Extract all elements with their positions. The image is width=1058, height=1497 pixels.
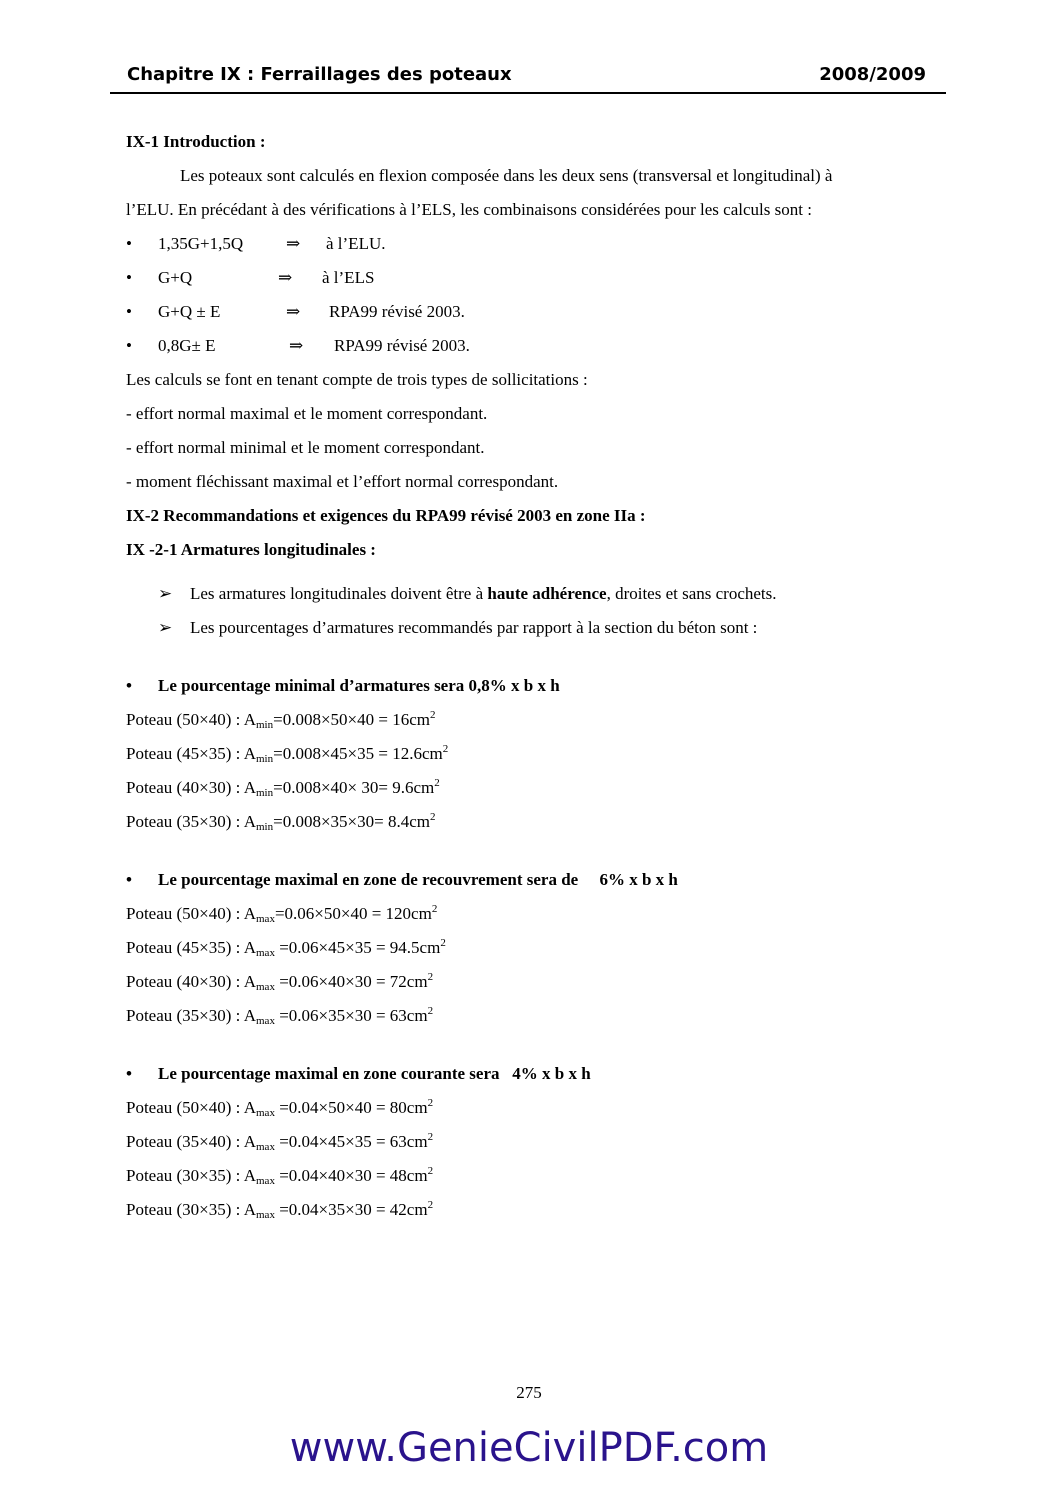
section-heading-recommendations: IX-2 Recommandations et exigences du RPA99 révisé 2003 en zone IIa : <box>126 506 646 525</box>
intro-paragraph-2: l’ELU. En précédant à des vérifications à l’ELS, les combinaisons considérées pour les calculs sont : <box>126 200 812 219</box>
combo-expression: G+Q ± E <box>158 302 221 321</box>
formula-row: Poteau (40×30) : $A_{min}=0.008\times 40\times 30= 9.6cm^2$ <box>126 777 440 799</box>
bullet-icon: • <box>126 268 132 287</box>
max-courante-title: • Le pourcentage maximal en zone courante sera 4% x b x h <box>126 1057 938 1091</box>
formula-row: Poteau (45×35) : $A_{min}=0.008\times 45\times 35 = 12.6cm^2$ <box>126 743 449 765</box>
sollicitation-item: - effort normal minimal et le moment correspondant. <box>126 438 485 457</box>
combo-result: RPA99 révisé 2003. <box>329 302 465 321</box>
min-percentage-title: • Le pourcentage minimal d’armatures sera 0,8% x b x h <box>126 669 938 703</box>
bullet-icon: • <box>126 336 132 355</box>
footer-website-link[interactable]: www.GenieCivilPDF.com <box>289 1425 769 1471</box>
bullet-icon: • <box>126 676 132 695</box>
combo-result: à l’ELU. <box>326 234 386 253</box>
formula-row: Poteau (50×40) : $A_{min}=0.008\times 50\times 40 = 16cm^2$ <box>126 709 436 731</box>
page-header <box>110 62 946 94</box>
recommendation-item <box>126 611 938 645</box>
page-number: 275 <box>516 1383 542 1402</box>
bullet-icon: • <box>126 234 132 253</box>
formula-row: Poteau (35×40) : $A_{max} =0.04\times 45\times 35 = 63cm^2$ <box>126 1131 434 1153</box>
formula-row: Poteau (35×30) : $A_{min}=0.008\times 35\times 30= 8.4cm^2$ <box>126 811 436 833</box>
combo-result: RPA99 révisé 2003. <box>334 336 470 355</box>
formula-row: Poteau (30×35) : $A_{max} =0.04\times 35\times 30 = 42cm^2$ <box>126 1199 434 1221</box>
implies-icon: ⇒ <box>278 268 293 287</box>
formula-row: Poteau (40×30) : $A_{max} =0.06\times 40\times 30 = 72cm^2$ <box>126 971 434 993</box>
chapter-title: Chapitre IX : Ferraillages des poteaux <box>127 64 512 85</box>
bullet-icon: • <box>126 302 132 321</box>
implies-icon: ⇒ <box>286 234 301 253</box>
combo-expression: 1,35G+1,5Q <box>158 234 244 253</box>
max-recouvrement-title: • Le pourcentage maximal en zone de recouvrement sera de 6% x b x h <box>126 863 938 897</box>
arrow-bullet-icon: ➢ <box>158 618 173 637</box>
combo-item <box>126 329 938 363</box>
arrow-bullet-icon: ➢ <box>158 584 173 603</box>
bullet-icon: • <box>126 1064 132 1083</box>
recommendation-text-post: , droites et sans crochets. <box>606 584 777 603</box>
implies-icon: ⇒ <box>289 336 304 355</box>
bullet-icon: • <box>126 870 132 889</box>
implies-icon: ⇒ <box>286 302 301 321</box>
combo-result: à l’ELS <box>322 268 375 287</box>
combo-item <box>126 227 938 261</box>
subsection-heading-armatures: IX -2-1 Armatures longitudinales : <box>126 540 376 559</box>
formula-row: Poteau (50×40) : $A_{max}=0.06\times 50\times 40 = 120cm^2$ <box>126 903 438 925</box>
recommendation-text-pre: Les armatures longitudinales doivent être à <box>190 584 488 603</box>
combo-item <box>126 295 938 329</box>
header-year: 2008/2009 <box>819 64 926 85</box>
formula-row: Poteau (35×30) : $A_{max} =0.06\times 35\times 30 = 63cm^2$ <box>126 1005 434 1027</box>
recommendation-item <box>126 577 938 611</box>
formula-row: Poteau (30×35) : $A_{max} =0.04\times 40\times 30 = 48cm^2$ <box>126 1165 434 1187</box>
formula-row: Poteau (45×35) : $A_{max} =0.06\times 45\times 35 = 94.5cm^2$ <box>126 937 446 959</box>
combo-expression: G+Q <box>158 268 193 287</box>
page-body <box>126 125 938 1227</box>
section-heading-intro: IX-1 Introduction : <box>126 132 266 151</box>
intro-paragraph-1: Les poteaux sont calculés en flexion composée dans les deux sens (transversal et longitudinal) à <box>180 166 833 185</box>
sollicitation-item: - moment fléchissant maximal et l’effort normal correspondant. <box>126 472 559 491</box>
sollicitation-item: - effort normal maximal et le moment correspondant. <box>126 404 488 423</box>
combo-item <box>126 261 938 295</box>
combo-expression: 0,8G± E <box>158 336 216 355</box>
recommendation-text-bold: haute adhérence <box>487 584 607 603</box>
sollicitations-intro: Les calculs se font en tenant compte de trois types de sollicitations : <box>126 370 588 389</box>
recommendation-text: Les pourcentages d’armatures recommandés par rapport à la section du béton sont : <box>190 618 758 637</box>
formula-row: Poteau (50×40) : $A_{max} =0.04\times 50\times 40 = 80cm^2$ <box>126 1097 434 1119</box>
